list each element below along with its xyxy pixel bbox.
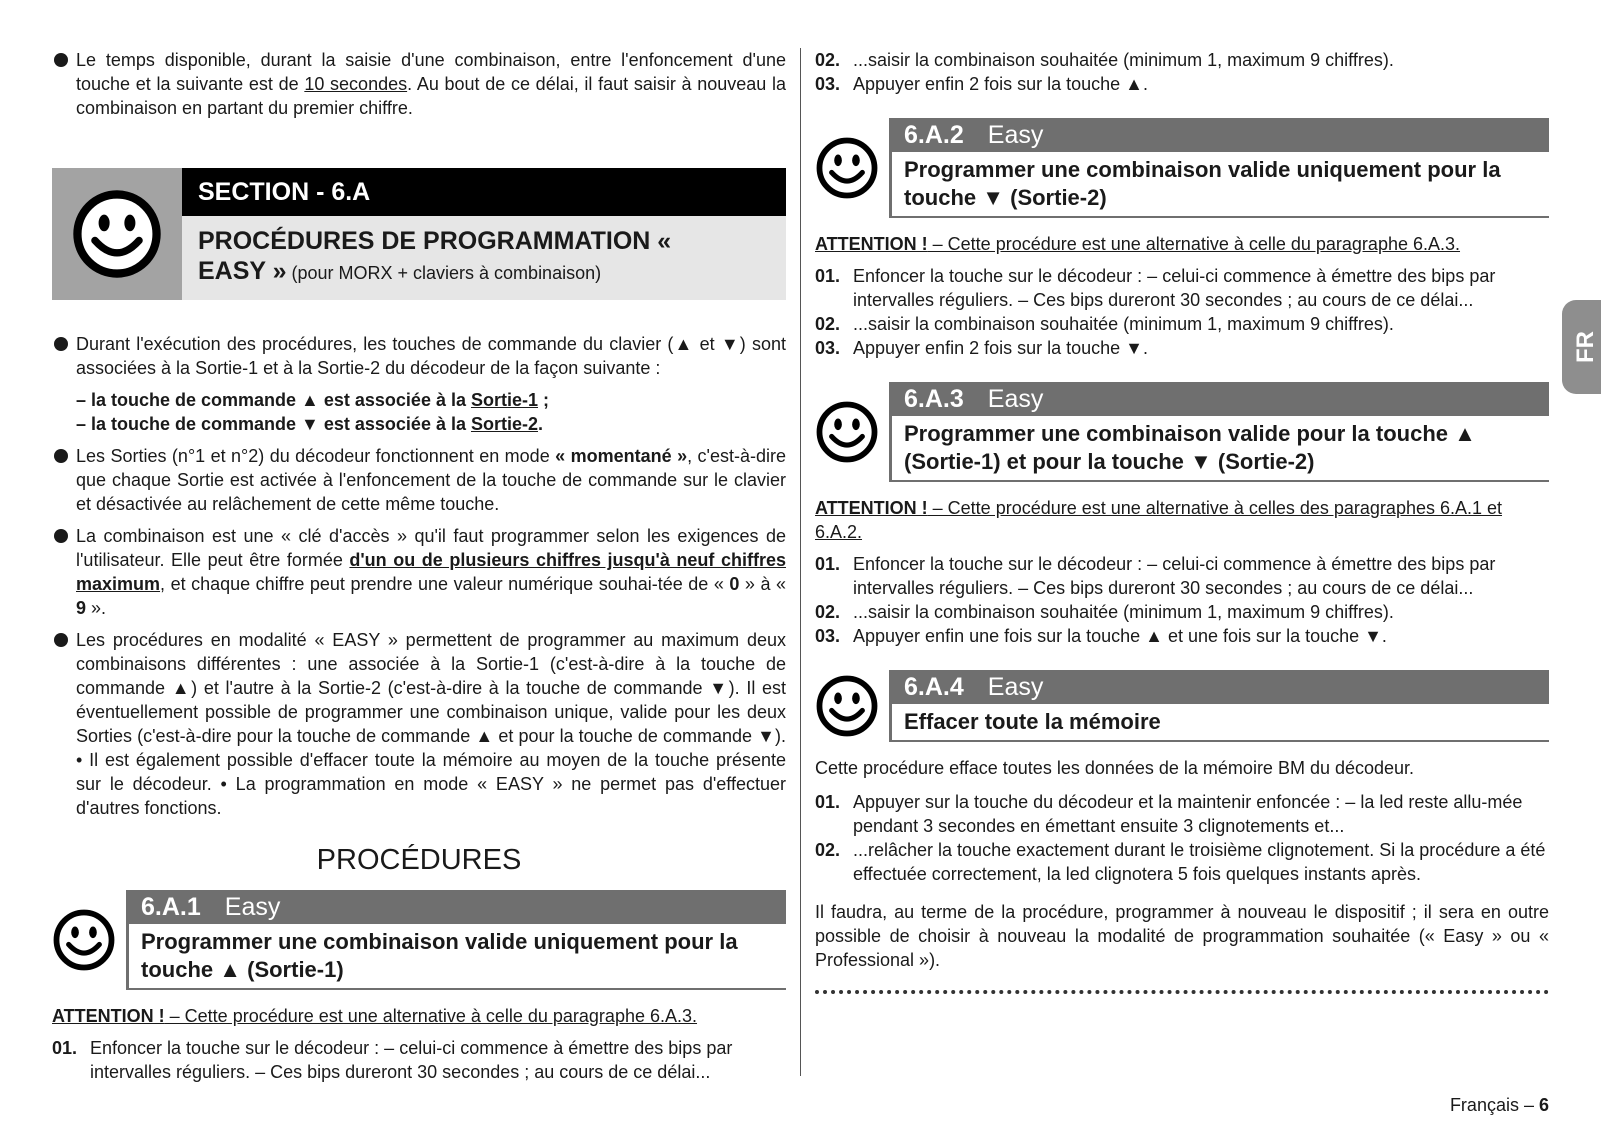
proc-6a2-bar: 6.A.2 Easy xyxy=(892,118,1549,152)
proc-6a4-step-01: 01. Appuyer sur la touche du décodeur et la maintenir enfoncée : – la led reste allu-mée pendant 3 secondes en émettant ensuite 3 clignotements et... xyxy=(815,792,1523,836)
proc-6a2-title: Programmer une combinaison valide uniquement pour la touche ▼ (Sortie-2) xyxy=(892,152,1549,218)
key-up-assoc: – la touche de commande ▲ est associée à la Sortie-1 ; xyxy=(76,390,550,410)
column-divider xyxy=(800,48,801,1076)
key-down-assoc: – la touche de commande ▼ est associée à la Sortie-2. xyxy=(76,414,544,434)
proc-6a3-step-03: 03. Appuyer enfin une fois sur la touche ▲ et une fois sur la touche ▼. xyxy=(815,626,1387,646)
proc-6a2-header xyxy=(815,118,1549,218)
language-tab-label: FR xyxy=(1572,331,1599,363)
bullet-easy-mode: Les procédures en modalité « EASY » permettent de programmer au maximum deux combinaisons différentes : une associée à la Sortie-1 (c'est-à-dire à la touche de commande ▲) et l'autre à la Sortie-2 (c'est-à-dire à la touche de commande ▼). Il est éventuellement possible de programmer une combinaison unique, valide pour les deux Sorties (c'est-à-dire pour la touche de commande ▲ et pour la touche de commande ▼). • Il est également possible d'effacer toute la mémoire au moyen de la touche présente sur le décodeur. • La programmation en mode « EASY » ne permet pas d'effectuer d'autres fonctions. xyxy=(52,628,786,820)
proc-6a4-bar: 6.A.4 Easy xyxy=(892,670,1549,704)
proc-6a4-header xyxy=(815,670,1549,742)
section-icon-box xyxy=(52,168,182,300)
page-footer xyxy=(1450,1093,1549,1117)
smiley-icon xyxy=(815,674,879,738)
proc-6a2-attention: ATTENTION ! – Cette procédure est une alternative à celle du paragraphe 6.A.3. xyxy=(815,234,1461,254)
proc-6a1-header xyxy=(52,890,786,990)
proc-6a4-outro: Il faudra, au terme de la procédure, programmer à nouveau le dispositif ; il sera en outre possible de choisir à nouveau la modalité de programmation souhaitée (« Easy » ou « Professional »). xyxy=(815,902,1549,970)
smiley-icon xyxy=(815,400,879,464)
proc-6a1-title: Programmer une combinaison valide uniquement pour la touche ▲ (Sortie-1) xyxy=(129,924,786,990)
procedures-title: PROCÉDURES xyxy=(316,844,522,876)
dotted-separator xyxy=(815,990,1549,994)
bullet-outputs: Les Sorties (n°1 et n°2) du décodeur fonctionnent en mode « momentané », c'est-à-dire que chaque Sortie est activée à l'enfoncement de la touche de commande sur le clavier et désactivée au relâchement de cette même touche. xyxy=(52,444,786,516)
right-column xyxy=(815,48,1549,994)
page-number: 6 xyxy=(1538,1095,1549,1115)
intro-bullet: Le temps disponible, durant la saisie d'une combinaison, entre l'enfoncement d'une touche et la suivante est de 10 secondes. Au bout de ce délai, il faut saisir à nouveau la combinaison en partant du premier chiffre. xyxy=(52,48,786,120)
proc-6a2-step-01: 01. Enfoncer la touche sur le décodeur : – celui-ci commence à émettre des bips par intervalles réguliers. – Ces bips dureront 30 secondes ; au cours de ce délai... xyxy=(815,266,1496,310)
smiley-icon xyxy=(815,136,879,200)
proc-6a4-title: Effacer toute la mémoire xyxy=(892,704,1549,742)
smiley-icon xyxy=(52,908,116,972)
footer-language: Français – xyxy=(1449,1095,1539,1115)
proc-6a4-step-02: 02. ...relâcher la touche exactement durant le troisième clignotement. Si la procédure a été effectuée correctement, la led clignotera 5 fois quelques instants après. xyxy=(815,840,1546,884)
proc-6a1-attention: ATTENTION ! – Cette procédure est une alternative à celle du paragraphe 6.A.3. xyxy=(52,1006,698,1026)
proc-6a3-title: Programmer une combinaison valide pour la touche ▲ (Sortie-1) et pour la touche ▼ (Sortie-2) xyxy=(892,416,1549,482)
section-body xyxy=(182,168,786,300)
proc-6a1-step-03: 03. Appuyer enfin 2 fois sur la touche ▲. xyxy=(815,74,1148,94)
proc-6a2-step-02: 02. ...saisir la combinaison souhaitée (minimum 1, maximum 9 chiffres). xyxy=(815,314,1394,334)
bullet-combination: La combinaison est une « clé d'accès » qu'il faut programmer selon les exigences de l'utilisateur. Elle peut être formée d'un ou de plusieurs chiffres jusqu'à neuf chiffres maximum, et chaque chiffre peut prendre une valeur numérique souhai-tée de « 0 » à « 9 ». xyxy=(52,524,786,620)
proc-6a1-step-02: 02. ...saisir la combinaison souhaitée (minimum 1, maximum 9 chiffres). xyxy=(815,50,1394,70)
proc-6a3-attention: ATTENTION ! – Cette procédure est une alternative à celles des paragraphes 6.A.1 et 6.A.2. xyxy=(815,498,1503,542)
section-title-line1: PROCÉDURES DE PROGRAMMATION « xyxy=(198,227,672,255)
section-title-line2: EASY » (pour MORX + claviers à combinaison) xyxy=(198,257,602,285)
proc-6a3-header xyxy=(815,382,1549,482)
proc-6a4-intro: Cette procédure efface toutes les données de la mémoire BM du décodeur. xyxy=(815,758,1415,778)
bullet-keys: Durant l'exécution des procédures, les touches de commande du clavier (▲ et ▼) sont associées à la Sortie-1 et à la Sortie-2 du décodeur de la façon suivante : xyxy=(52,332,786,380)
smiley-icon xyxy=(71,188,163,280)
section-header xyxy=(52,168,786,300)
proc-6a3-step-01: 01. Enfoncer la touche sur le décodeur : – celui-ci commence à émettre des bips par intervalles réguliers. – Ces bips dureront 30 secondes ; au cours de ce délai... xyxy=(815,554,1496,598)
language-tab xyxy=(1562,300,1601,394)
proc-6a2-step-03: 03. Appuyer enfin 2 fois sur la touche ▼. xyxy=(815,338,1148,358)
proc-6a3-bar: 6.A.3 Easy xyxy=(892,382,1549,416)
proc-6a3-step-02: 02. ...saisir la combinaison souhaitée (minimum 1, maximum 9 chiffres). xyxy=(815,602,1394,622)
proc-6a1-step-01: 01. Enfoncer la touche sur le décodeur : – celui-ci commence à émettre des bips par intervalles réguliers. – Ces bips dureront 30 secondes ; au cours de ce délai... xyxy=(52,1038,733,1082)
proc-6a1-bar: 6.A.1 Easy xyxy=(129,890,786,924)
left-column xyxy=(52,48,786,1084)
section-bar: SECTION - 6.A xyxy=(182,168,786,216)
